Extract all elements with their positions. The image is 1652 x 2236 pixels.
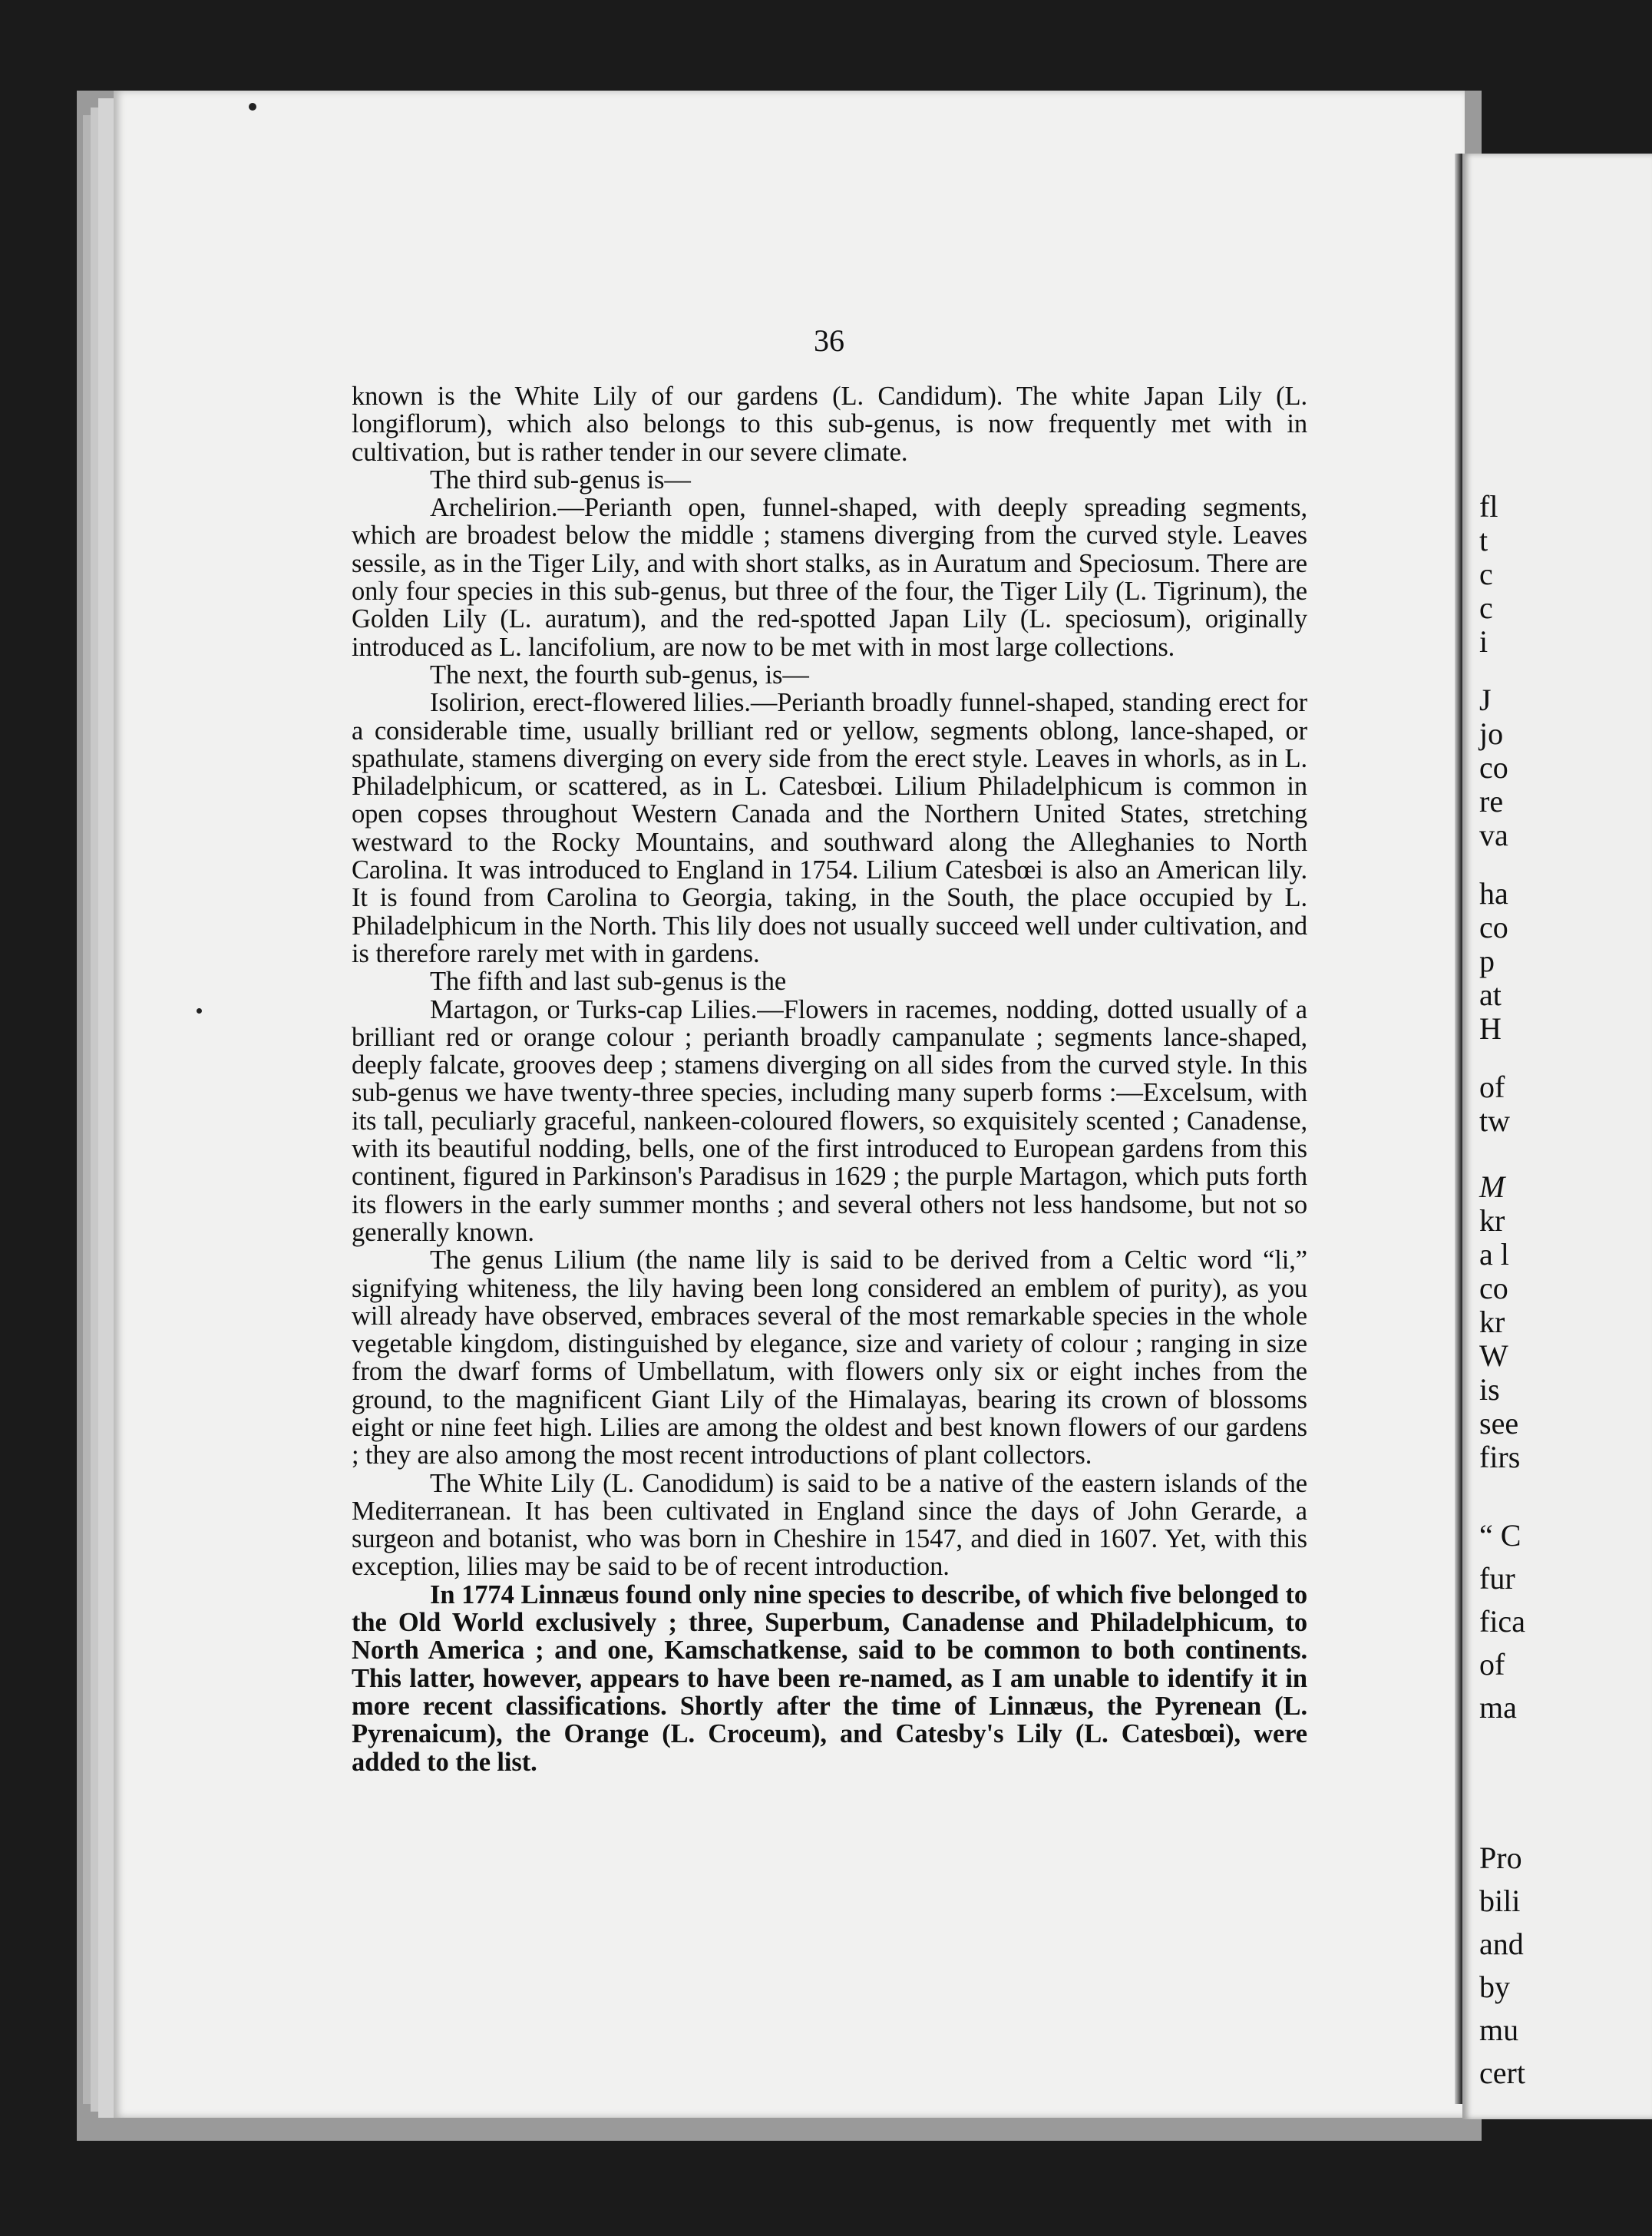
paragraph: Archelirion.—Perianth open, funnel-shaped, with deeply spreading segments, which are broadest below the middle ; stamens diverging from the curved style. Leaves sessile, as in the Tiger Lily, and with short stalks, as in Auratum and Speciosum. There are only four species in this sub-genus, but three of the four, the Tiger Lily (L. Tigrinum), the Golden Lily (L. auratum), and the red-spotted Japan Lily (L. speciosum), originally introduced as L. lancifolium, are now to be met with in most large collections. — [352, 493, 1307, 662]
right-page-fragments — [1462, 154, 1652, 2119]
paragraph: known is the White Lily of our gardens (L. Candidum). The white Japan Lily (L. longiflorum), which also belongs to this sub-genus, is now frequently met with in cultivation, but is rather tender in our severe climate. — [352, 382, 1307, 467]
text-fragment: ma — [1479, 1690, 1517, 1725]
text-fragment: fica — [1479, 1604, 1525, 1639]
text-fragment: jo — [1479, 716, 1504, 751]
text-fragment: by — [1479, 1970, 1510, 2004]
ink-mark — [197, 1008, 202, 1014]
text-fragment: a l — [1479, 1237, 1509, 1272]
paragraph: In 1774 Linnæus found only nine species to describe, of which five belonged to the Old World exclusively ; three, Superbum, Canadense and Philadelphicum, to North America ; and one, Kamschatkense, said to be common to both continents. This latter, however, appears to have been re-named, as I am unable to identify it in more recent classifications. Shortly after the time of Linnæus, the Pyrenean (L. Pyrenaicum), the Orange (L. Croceum), and Catesby's Lily (L. Catesbœi), were added to the list. — [352, 1579, 1307, 1777]
text-fragment: mu — [1479, 2013, 1519, 2047]
paragraph: The next, the fourth sub-genus, is— — [430, 660, 809, 690]
text-fragment: W — [1479, 1338, 1508, 1373]
text-fragment: kr — [1479, 1203, 1505, 1238]
text-fragment: H — [1479, 1011, 1502, 1046]
text-fragment: c — [1479, 590, 1493, 625]
text-fragment: c — [1479, 557, 1493, 591]
right-page — [1462, 154, 1652, 2119]
paragraph: The White Lily (L. Canodidum) is said to be a native of the eastern islands of the Mediterranean. It has been cultivated in England since the days of John Gerarde, a surgeon and botanist, who was born in Cheshire in 1547, and died in 1607. Yet, with this exception, lilies may be said to be of recent introduction. — [352, 1468, 1307, 1582]
text-fragment: co — [1479, 1271, 1508, 1305]
text-column — [352, 382, 1307, 1776]
text-fragment: of — [1479, 1647, 1505, 1682]
paragraph: Martagon, or Turks-cap Lilies.—Flowers in racemes, nodding, dotted usually of a brilliant red or orange colour ; perianth broadly campanulate ; segments lance-shaped, deeply falcate, grooves deep ; stamens diverging on all sides from the curved style. In this sub-genus we have twenty-three species, including many superb forms :—Excelsum, with its tall, peculiarly graceful, nankeen-coloured flowers, so exquisitely scented ; Canadense, with its beautiful nodding, bells, one of the first introduced to European gardens from this continent, figured in Parkinson's Paradisus in 1629 ; the purple Martagon, which puts forth its flowers in the early summer months ; and several others not less handsome, but not so generally known. — [352, 994, 1307, 1247]
text-fragment: is — [1479, 1372, 1500, 1407]
paragraph: The genus Lilium (the name lily is said to be derived from a Celtic word “li,” signifying whiteness, the lily having been long considered an emblem of purity), as you will already have observed, embraces several of the most remarkable species in the whole vegetable kingdom, distinguished by elegance, size and variety of colour ; ranging in size from the dwarf forms of Umbellatum, with flowers only six or eight inches from the ground, to the magnificent Giant Lily of the Himalayas, bearing its crown of blossoms eight or nine feet high. Lilies are among the oldest and best known flowers of our gardens ; they are also among the most recent introductions of plant collectors. — [352, 1245, 1307, 1470]
text-fragment: va — [1479, 818, 1508, 852]
text-fragment: at — [1479, 977, 1502, 1012]
text-fragment: co — [1479, 910, 1508, 944]
text-fragment: cert — [1479, 2056, 1525, 2090]
text-fragment: ha — [1479, 876, 1508, 911]
text-fragment: and — [1479, 1927, 1524, 1961]
text-fragment: co — [1479, 750, 1508, 785]
text-fragment: p — [1479, 944, 1495, 978]
paragraph: The fifth and last sub-genus is the — [430, 967, 787, 997]
text-fragment: tw — [1479, 1103, 1510, 1138]
text-fragment: re — [1479, 784, 1504, 819]
text-fragment: J — [1479, 683, 1492, 717]
text-fragment: see — [1479, 1406, 1519, 1440]
ink-mark — [249, 103, 256, 111]
paragraph: Isolirion, erect-flowered lilies.—Perianth broadly funnel-shaped, standing erect for a considerable time, usually brilliant red or yellow, segments oblong, lance-shaped, or spathulate, stamens diverging on every side from the erect style. Leaves in whorls, as in L. Philadelphicum, or scattered, as in L. Catesbœi. Lilium Philadelphicum is common in open copses throughout Western Canada and the Northern United States, stretching westward to the Rocky Mountains, and southward along the Alleghanies to North Carolina. It was introduced to England in 1754. Lilium Catesbœi is also an American lily. It is found from Carolina to Georgia, taking, in the South, the place occupied by L. Philadelphicum in the North. This lily does not usually succeed well under cultivation, and is therefore rarely met with in gardens. — [352, 688, 1307, 968]
text-fragment: t — [1479, 523, 1488, 557]
text-fragment: “ C — [1479, 1518, 1521, 1553]
text-fragment: kr — [1479, 1305, 1505, 1339]
text-fragment: fl — [1479, 489, 1498, 524]
text-fragment: bili — [1479, 1884, 1521, 1918]
text-fragment: Pro — [1479, 1841, 1522, 1875]
text-fragment: M — [1479, 1169, 1505, 1204]
text-fragment: firs — [1479, 1440, 1521, 1474]
text-fragment: of — [1479, 1070, 1505, 1104]
text-fragment: i — [1479, 624, 1488, 659]
page-number: 36 — [814, 323, 844, 358]
paragraph: The third sub-genus is— — [430, 465, 691, 495]
text-fragment: fur — [1479, 1561, 1515, 1596]
